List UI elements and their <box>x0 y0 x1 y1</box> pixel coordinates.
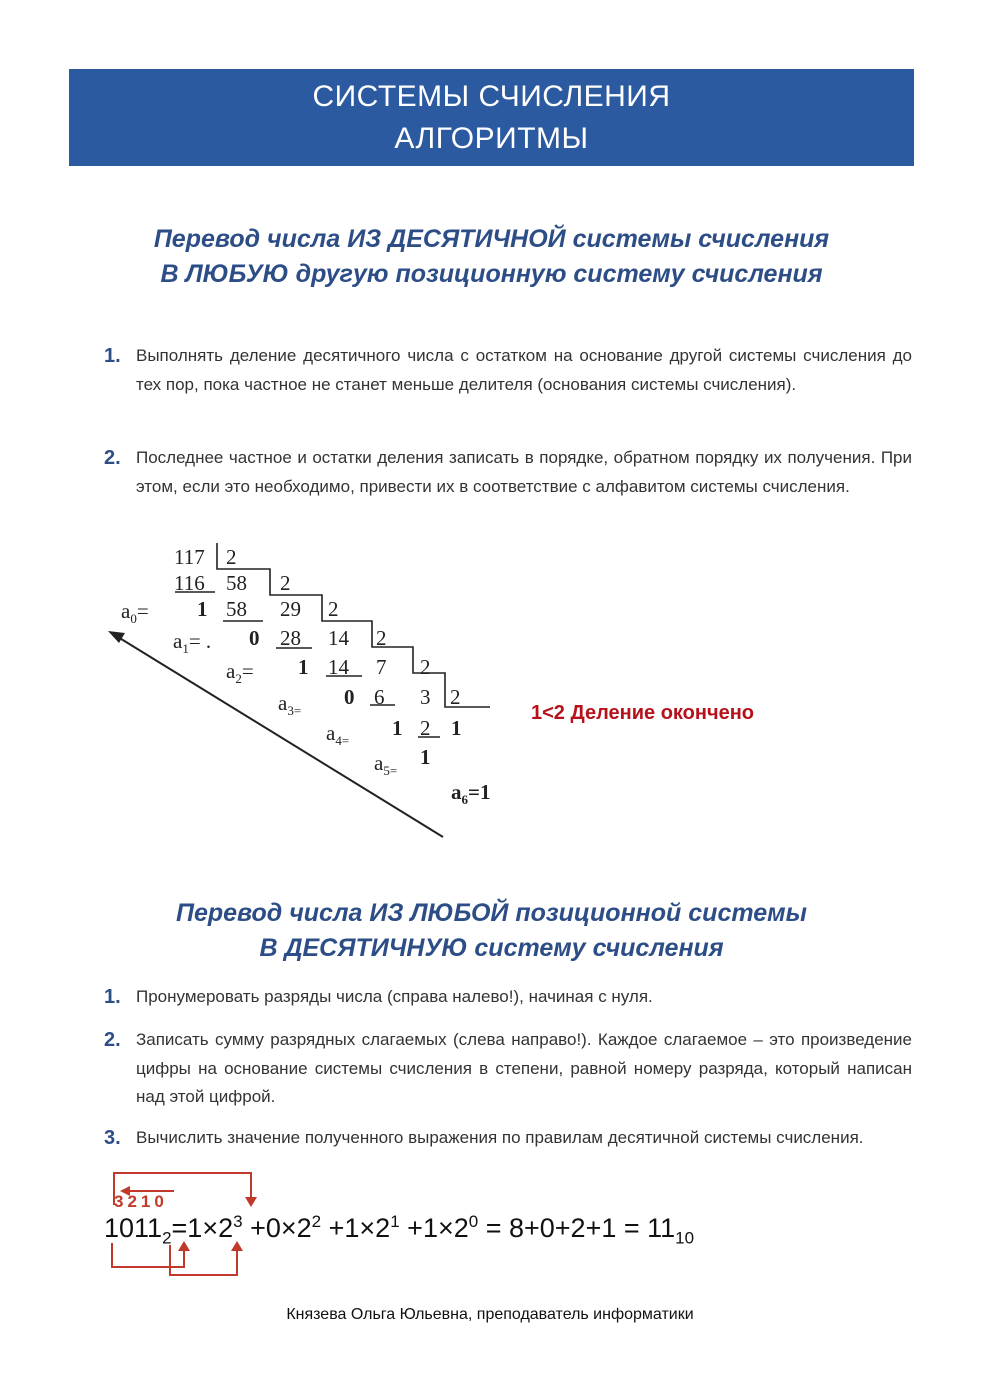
step-text: Последнее частное и остатки деления записать в порядке, обратном порядку их получения. При этом, если это необходимо, привести их в соответствие с алфавитом системы счисления. <box>136 448 912 496</box>
conversion-example <box>104 1165 804 1285</box>
label-a5: $a_{5=}$ <box>374 751 398 779</box>
section1-step-2 <box>104 444 912 501</box>
label-a0: $a_0=$ <box>121 599 149 627</box>
product-14: 14 <box>328 655 349 679</box>
step-text: Выполнять деление десятичного числа с остатком на основание другой системы счисления до тех пор, пока частное не станет меньше делителя (основания системы счисления). <box>136 346 912 394</box>
quotient-3: 3 <box>420 685 431 709</box>
label-a4: $a_{4=}$ <box>326 721 350 749</box>
dividend-58: 58 <box>226 597 247 621</box>
label-a1: $a_1=$ . <box>173 629 212 657</box>
section1-title-line1: Перевод числа ИЗ ДЕСЯТИЧНОЙ системы счисления <box>153 225 830 253</box>
remainder-a1: 0 <box>249 626 260 650</box>
product-116: 116 <box>174 571 205 595</box>
label-a3: $a_{3=}$ <box>278 691 302 719</box>
remainder-a3: 0 <box>344 685 355 709</box>
step-text: Пронумеровать разряды числа (справа налево!), начиная с нуля. <box>136 987 653 1006</box>
arrow-head <box>108 631 125 643</box>
divisor-2: 2 <box>280 571 291 595</box>
section2-step-1 <box>104 983 912 1012</box>
step-number: 3. <box>104 1127 121 1149</box>
remainder-a4: 1 <box>392 716 403 740</box>
section2-step-3 <box>104 1124 912 1153</box>
label-a2: $a_2=$ <box>226 659 254 687</box>
step-number: 2. <box>104 447 121 469</box>
section2-step-2 <box>104 1026 912 1112</box>
divisor-2: 2 <box>450 685 461 709</box>
divisor-2: 2 <box>376 626 387 650</box>
dividend-117: 117 <box>174 545 205 569</box>
step-text: Вычислить значение полученного выражения по правилам десятичной системы счисления. <box>136 1128 864 1147</box>
section1-title-line2: В ЛЮБУЮ другую позиционную систему счисления <box>160 260 823 288</box>
step-number: 1. <box>104 345 121 367</box>
division-finished-note: 1<2 Деление окончено <box>531 702 755 724</box>
product-2: 2 <box>420 716 431 740</box>
quotient-29: 29 <box>280 597 301 621</box>
step-number: 2. <box>104 1029 121 1051</box>
author-footer: Князева Ольга Юльевна, преподаватель информатики <box>286 1306 694 1323</box>
divisor-2: 2 <box>420 655 431 679</box>
section2-title <box>69 896 914 966</box>
section2-title-line1: Перевод числа ИЗ ЛЮБОЙ позиционной системы <box>176 899 807 927</box>
conversion-formula: $1011_2=1\times 2^3 +0\times 2^2 +1\times 2^1 +1\times 2^0 = 8+0+2+1 = 11_{10}$ <box>104 1212 695 1248</box>
quotient-7: 7 <box>376 655 387 679</box>
digit-indices: 3210 <box>114 1192 168 1211</box>
division-scheme <box>100 535 520 845</box>
section1-step-1 <box>104 342 912 399</box>
product-28: 28 <box>280 626 301 650</box>
section1-title <box>69 222 914 292</box>
divisor-2: 2 <box>226 545 237 569</box>
header-title-line1: СИСТЕМЫ СЧИСЛЕНИЯ <box>312 80 671 113</box>
remainder-a2: 1 <box>298 655 309 679</box>
remainder-a0: 1 <box>197 597 208 621</box>
division-staircase <box>217 543 490 707</box>
quotient-58: 58 <box>226 571 247 595</box>
product-6: 6 <box>374 685 385 709</box>
quotient-14: 14 <box>328 626 349 650</box>
divisor-2: 2 <box>328 597 339 621</box>
remainder-a5: 1 <box>420 745 431 769</box>
header-banner <box>69 69 914 166</box>
quotient-1: 1 <box>451 716 462 740</box>
step-text: Записать сумму разрядных слагаемых (слева направо!). Каждое слагаемое – это произведение цифры на основание системы счисления в степени, равной номеру разряда, который написан над этой цифрой. <box>136 1030 912 1106</box>
step-number: 1. <box>104 986 121 1008</box>
header-title-line2: АЛГОРИТМЫ <box>394 122 589 155</box>
label-a6: $a_6=1$ <box>451 780 491 808</box>
section2-title-line2: В ДЕСЯТИЧНУЮ систему счисления <box>259 934 724 962</box>
